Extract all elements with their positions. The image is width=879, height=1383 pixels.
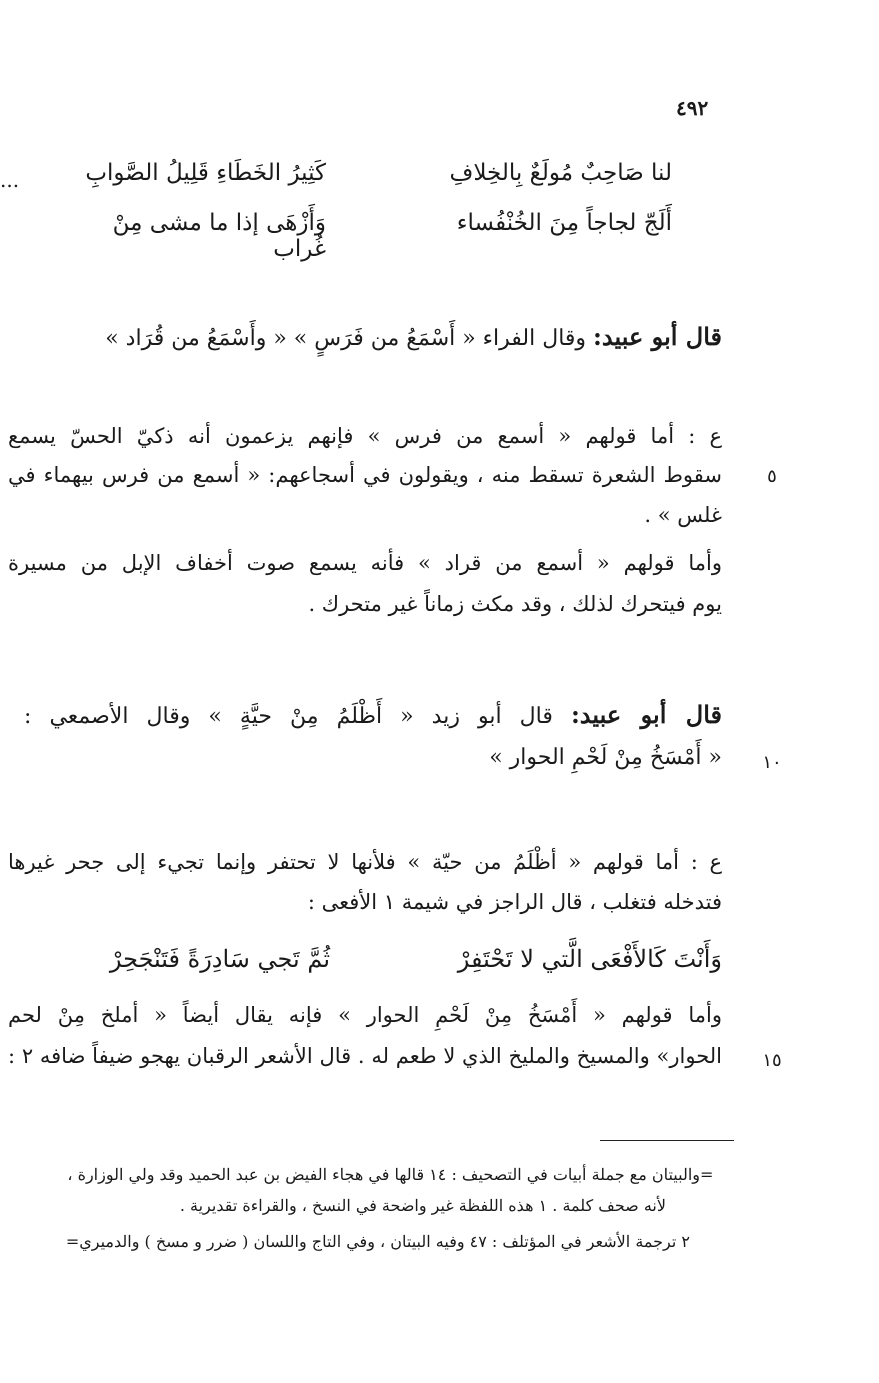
section-1-heading-rest: وقال الفراء « أَسْمَعُ من فَرَسٍ » « وأَسْمَعُ من قُرَاد » — [105, 326, 594, 351]
section-2-heading-prefix: قال أبو عبيد: — [570, 700, 722, 729]
verse-2-first-hemistich: أَلَجّ لجاجاً مِنَ الخُنْفُساء — [456, 210, 672, 236]
section-1-line-4: وأما قولهم « أسمع من قراد » فأنه يسمع صوت أخفاف الإبل من مسيرة — [8, 551, 722, 575]
page-number: ٤٩٢ — [676, 96, 709, 120]
section-1-line-3: غلس » . — [644, 503, 722, 527]
section-2-heading-line-2: « أَمْسَخُ مِنْ لَحْمِ الحوار » — [489, 745, 722, 770]
verse-1-first-hemistich: لنا صَاحِبٌ مُولَعٌ بِالخِلافِ — [449, 160, 672, 186]
footnote-line-2: لأنه صحف كلمة . ١ هذه اللفظة غير واضحة في النسخ ، والقراءة تقديرية . — [179, 1196, 666, 1215]
verse-2-second-hemistich: وَأَزْهَى إذا ما مشى مِنْ غُراب — [112, 210, 326, 262]
section-1-line-5: يوم فيتحرك لذلك ، وقد مكث زماناً غير متحرك . — [308, 592, 722, 616]
section-2-line-1: ع : أما قولهم « أظْلَمُ من حيّة » فلأنها لا تحتفر وإنما تجيء إلى جحر غيرها — [8, 850, 722, 874]
line-number-5: ٥ — [767, 466, 777, 487]
footnote-line-1: والبيتان مع جملة أبيات في التصحيف : ١٤ قالها في هجاء الفيض بن عبد الحميد وقد ولي الوزارة ، — [67, 1165, 700, 1184]
line-number-15: ١٥ — [762, 1050, 782, 1071]
margin-ellipsis: ... — [0, 168, 20, 192]
section-2-line-4: الحوار» والمسيخ والمليخ الذي لا طعم له . قال الأشعر الرقبان يهجو ضيفاً ضافه ٢ : — [8, 1044, 722, 1068]
rajaz-verse-first-hemistich: وَأَنْتَ كَالأَفْعَى الَّتي لا تَحْتَفِرْ — [457, 945, 722, 973]
section-1-heading-prefix: قال أبو عبيد: — [593, 322, 722, 351]
footnote-continuation-marker: = — [700, 1165, 714, 1184]
section-2-heading-rest: قال أبو زيد « أَظْلَمُ مِنْ حيَّةٍ » وقال الأصمعي : — [24, 704, 571, 729]
section-2-heading — [24, 700, 722, 729]
section-1-heading — [20, 322, 722, 351]
verse-1-second-hemistich: كَثِيرُ الخَطَاءِ قَلِيلُ الصَّوابِ — [85, 160, 326, 186]
section-2-line-2: فتدخله فتغلب ، قال الراجز في شيمة ١ الأفعى : — [307, 890, 722, 914]
section-1-line-2: سقوط الشعرة تسقط منه ، ويقولون في أسجاعهم: « أسمع من فرس بيهماء في — [8, 463, 722, 487]
footnote-line-3: ٢ ترجمة الأشعر في المؤتلف : ٤٧ وفيه البيتان ، وفي التاج واللسان ( ضرر و مسخ ) والدميري= — [65, 1232, 690, 1251]
section-2-line-3: وأما قولهم « أَمْسَخُ مِنْ لَحْمِ الحوار » فإنه يقال أيضاً « أملخ مِنْ لحم — [8, 1003, 722, 1027]
rajaz-verse-second-hemistich: ثُمَّ تَجي سَادِرَةً فَتَنْجَحِرْ — [109, 945, 330, 973]
footnote-separator — [600, 1140, 734, 1141]
line-number-10: ١٠ — [762, 752, 782, 773]
section-1-line-1: ع : أما قولهم « أسمع من فرس » فإنهم يزعمون أنه ذكيّ الحسّ يسمع — [8, 424, 722, 448]
